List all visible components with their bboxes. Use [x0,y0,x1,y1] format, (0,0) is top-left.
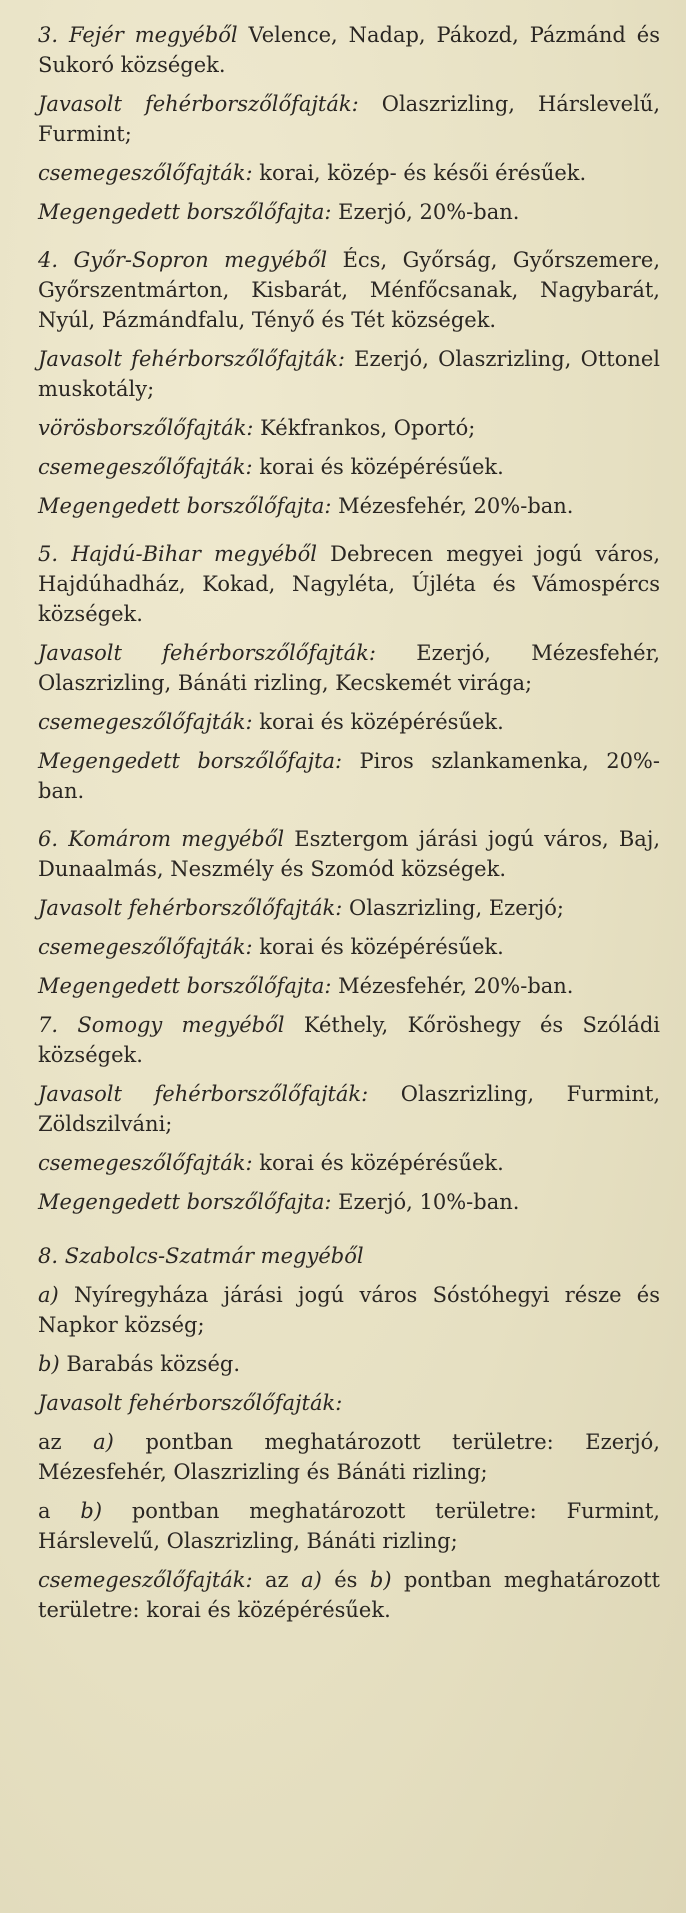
label: Megengedett borszőlőfajta: [38,494,332,518]
county-name: 8. Szabolcs-Szatmár megyéből [38,1244,364,1268]
section-5 [38,539,660,806]
subarea-a [38,1280,660,1340]
value: pontban meghatározott területre: Ezerjó, Mézesfehér, Olaszrizling és Bánáti rizling; [38,1430,660,1484]
section-6-heading [38,824,660,884]
municipalities: Debrecen megyei jogú város, Hajdúhadház, Kokad, Nagyléta, Újléta és Vámospércs községek. [38,542,660,626]
prefix: az [38,1430,94,1454]
value: korai és középérésűek. [252,1151,504,1175]
value: pontban meghatározott területre: Furmint, Hárslevelű, Olaszrizling, Bánáti rizling; [38,1499,660,1553]
county-name: 6. Komárom megyéből [38,827,285,851]
value: korai és középérésűek. [252,455,504,479]
ref-b: b) [369,1568,392,1592]
label: csemegeszőlőfajták: [38,161,253,185]
municipalities: Esztergom járási jogú város, Baj, Dunaalmás, Neszmély és Szomód községek. [38,827,661,881]
label: Megengedett borszőlőfajta: [38,200,332,224]
table-grape-varieties [38,932,660,962]
text-mid: és [321,1568,370,1592]
section-8 [38,1241,660,1625]
recommended-white-varieties [38,638,660,698]
table-grape-varieties [38,1565,660,1625]
value: korai, közép- és késői érésűek. [252,161,587,185]
value: korai és középérésűek. [252,710,504,734]
subarea-b [38,1349,660,1379]
municipalities: Écs, Győrság, Győrszemere, Győrszentmárton, Kisbarát, Ménfőcsanak, Nagybarát, Nyúl, Pázmándfalu, Tényő és Tét községek. [38,248,660,332]
section-6 [38,824,660,1001]
subarea-text: Nyíregyháza járási jogú város Sóstóhegyi része és Napkor község; [38,1283,660,1337]
recommended-white-varieties [38,1388,660,1418]
section-3 [38,20,660,227]
subarea-text: Barabás község. [59,1352,240,1376]
county-name: 5. Hajdú-Bihar megyéből [38,542,317,566]
recommended-white-varieties [38,893,660,923]
value: Ezerjó, Mézesfehér, Olaszrizling, Bánáti rizling, Kecskemét virága; [38,641,660,695]
municipalities: Kéthely, Kőröshegy és Szóládi községek. [38,1013,660,1067]
label: vörösborszőlőfajták: [38,416,254,440]
varieties-for-a [38,1427,660,1487]
value: Olaszrizling, Furmint, Zöldszilváni; [38,1082,660,1136]
label: csemegeszőlőfajták: [38,935,253,959]
label: csemegeszőlőfajták: [38,1568,253,1592]
table-grape-varieties [38,1148,660,1178]
table-grape-varieties [38,158,660,188]
label: csemegeszőlőfajták: [38,455,253,479]
label: Javasolt fehérborszőlőfajták: [38,1391,343,1415]
text-mid: az [252,1568,302,1592]
subarea-label: b) [38,1352,60,1376]
recommended-white-varieties [38,89,660,149]
section-8-heading [38,1241,660,1271]
value: Olaszrizling, Hárslevelű, Furmint; [38,92,660,146]
section-7 [38,1010,660,1217]
label: Javasolt fehérborszőlőfajták: [38,347,345,371]
section-3-heading [38,20,660,80]
recommended-white-varieties [38,1079,660,1139]
label: Javasolt fehérborszőlőfajták: [38,92,359,116]
label: Megengedett borszőlőfajta: [38,1190,332,1214]
value: Mézesfehér, 20%-ban. [331,494,574,518]
value: pontban meghatározott területre: korai és középérésűek. [38,1568,660,1622]
value: Piros szlankamenka, 20%-ban. [38,749,660,803]
table-grape-varieties [38,452,660,482]
label: csemegeszőlőfajták: [38,710,253,734]
section-4 [38,245,660,521]
value: Ezerjó, Olaszrizling, Ottonel muskotály; [38,347,661,401]
label: Megengedett borszőlőfajta: [38,974,332,998]
permitted-wine-variety [38,971,660,1001]
ref-a: a) [93,1430,114,1454]
value: Ezerjó, 20%-ban. [331,200,520,224]
prefix: a [38,1499,81,1523]
permitted-wine-variety [38,746,660,806]
section-4-heading [38,245,660,335]
permitted-wine-variety [38,491,660,521]
section-7-heading [38,1010,660,1070]
label: csemegeszőlőfajták: [38,1151,253,1175]
table-grape-varieties [38,707,660,737]
permitted-wine-variety [38,1187,660,1217]
value: Kékfrankos, Oportó; [253,416,476,440]
label: Javasolt fehérborszőlőfajták: [38,1082,369,1106]
value: Olaszrizling, Ezerjó; [342,896,564,920]
value: korai és középérésűek. [252,935,504,959]
county-name: 7. Somogy megyéből [38,1013,285,1037]
value: Mézesfehér, 20%-ban. [331,974,574,998]
recommended-white-varieties [38,344,660,404]
label: Javasolt fehérborszőlőfajták: [38,641,376,665]
value: Ezerjó, 10%-ban. [331,1190,520,1214]
section-5-heading [38,539,660,629]
subarea-label: a) [38,1283,59,1307]
recommended-red-varieties [38,413,660,443]
county-name: 3. Fejér megyéből [38,23,238,47]
permitted-wine-variety [38,197,660,227]
varieties-for-b [38,1496,660,1556]
ref-a: a) [301,1568,322,1592]
county-name: 4. Győr-Sopron megyéből [38,248,328,272]
municipalities: Velence, Nadap, Pákozd, Pázmánd és Sukoró községek. [38,23,661,77]
ref-b: b) [80,1499,103,1523]
label: Javasolt fehérborszőlőfajták: [38,896,343,920]
label: Megengedett borszőlőfajta: [38,749,343,773]
